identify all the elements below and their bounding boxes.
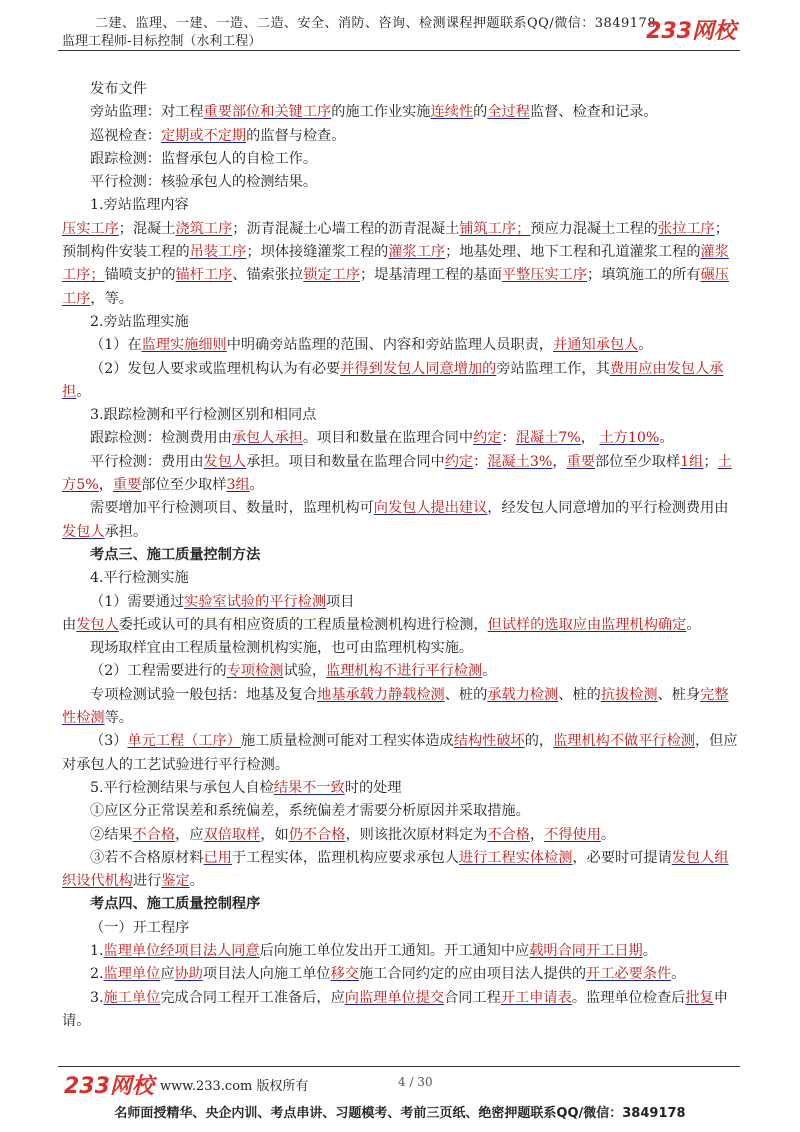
- text-run: 委托或认可的具有相应资质的工程质量检测机构进行检测，: [118, 616, 488, 633]
- text-run: ，应: [175, 826, 204, 843]
- highlighted-text: 专项检测: [226, 663, 284, 680]
- paragraph: [62, 893, 738, 916]
- highlighted-text: 抗拔检测: [600, 686, 658, 703]
- text-run: 的施工作业实施: [331, 104, 431, 121]
- highlighted-text: 吊装工序: [189, 244, 247, 261]
- highlighted-text: 单元工程（工序）: [127, 733, 241, 750]
- highlighted-text: 锁定工序: [303, 267, 361, 284]
- document-subtitle: 监理工程师-目标控制（水利工程）: [62, 34, 262, 49]
- text-run: ，经发包人同意增加的平行检测费用由: [487, 500, 729, 517]
- text-run: 、桩身: [657, 686, 701, 703]
- text-run: ，但应对承包人的工艺试验进行平行检测。: [62, 733, 738, 773]
- highlighted-text: 进行工程实体检测: [458, 849, 573, 866]
- text-run: 考点三、施工质量控制方法: [90, 546, 261, 563]
- text-run: ；填筑施工的所有: [587, 267, 701, 284]
- highlighted-text: 结果不一致: [273, 779, 345, 796]
- text-run: 进行: [132, 873, 162, 890]
- text-run: （一）开工程序: [90, 919, 190, 936]
- text-run: （2）工程需要进行的: [90, 663, 227, 680]
- paragraph: [62, 847, 738, 894]
- text-run: ；混凝土: [118, 220, 176, 237]
- paragraph: [62, 101, 738, 124]
- highlighted-text: 土方5%: [62, 453, 732, 494]
- text-run: ；堤基清理工程的基面: [360, 267, 502, 284]
- highlighted-text: 重要: [566, 453, 595, 470]
- text-run: ，: [580, 430, 600, 447]
- text-run: 。项目和数量在监理合同中: [302, 430, 474, 447]
- text-run: （3）: [90, 733, 128, 750]
- text-run: ；沥青混凝土心墙工程的沥青混凝土: [232, 220, 460, 237]
- highlighted-text: 混凝土7%: [515, 430, 581, 447]
- text-run: 。: [638, 337, 653, 354]
- text-run: 项目法人向施工单位: [202, 966, 331, 983]
- text-run: 后向施工单位发出开工通知。开工通知中应: [259, 942, 530, 959]
- text-run: 巡视检查：: [90, 127, 161, 144]
- text-run: ；地基处理、地下工程和孔道灌浆工程的: [445, 244, 701, 261]
- paragraph: [62, 940, 738, 963]
- text-run: ，等。: [90, 290, 133, 307]
- text-run: 3.: [90, 989, 104, 1006]
- highlighted-text: 约定: [473, 430, 502, 447]
- text-run: 应: [160, 966, 175, 983]
- paragraph: [62, 125, 738, 148]
- text-run: 的: [473, 104, 488, 121]
- text-run: ，如: [260, 826, 289, 843]
- text-run: 。: [189, 873, 204, 890]
- highlighted-text: 监理单位: [103, 966, 161, 983]
- paragraph: [62, 824, 738, 847]
- highlighted-text: 向监理单位提交: [344, 989, 445, 1006]
- paragraph: [62, 404, 738, 427]
- text-run: 平行检测：核验承包人的检测结果。: [90, 174, 318, 191]
- paragraph: [62, 800, 738, 823]
- text-run: 。: [659, 430, 674, 447]
- highlighted-text: 约定: [444, 453, 474, 470]
- text-run: 旁站监理工作，其: [496, 360, 610, 377]
- document-body: [62, 78, 738, 1033]
- text-run: 2.: [90, 966, 104, 983]
- highlighted-text: 连续性: [430, 104, 474, 121]
- footer-logo: 233网校: [64, 1074, 154, 1099]
- paragraph: [62, 637, 738, 660]
- paragraph: [62, 427, 738, 450]
- text-run: 部位至少取样: [595, 453, 681, 470]
- text-run: 时的处理: [344, 779, 402, 796]
- highlighted-text: 并得到发包人同意增加的: [340, 360, 497, 377]
- highlighted-text: 开工申请表: [500, 989, 572, 1006]
- text-run: 项目: [326, 593, 355, 610]
- text-run: 合同工程: [444, 989, 501, 1006]
- text-run: 的，: [524, 733, 554, 750]
- text-run: 专项检测试验一般包括：地基及复合: [90, 686, 318, 703]
- text-run: ③若不合格原材料: [90, 849, 204, 866]
- text-run: ，必要时可提请: [572, 849, 672, 866]
- text-run: 4.平行检测实施: [90, 570, 189, 587]
- paragraph: [62, 218, 738, 311]
- text-run: 发布文件: [90, 81, 147, 97]
- text-run: 。: [76, 383, 91, 400]
- highlighted-text: 监理机构不进行平行检测: [326, 663, 483, 680]
- text-run: ，: [98, 477, 113, 494]
- highlighted-text: 碾压工序: [62, 267, 729, 307]
- highlighted-text: 载明合同开工日期: [529, 942, 643, 959]
- text-run: 施工质量检测可能对工程实体造成: [240, 733, 454, 750]
- highlighted-text: 张拉工序: [657, 220, 715, 237]
- text-run: ，: [529, 826, 545, 843]
- header-divider: [58, 50, 740, 51]
- text-run: 锚喷支护的: [104, 267, 176, 284]
- header-promo: 二建、监理、一建、一造、二造、安全、消防、咨询、检测课程押题联系QQ/微信：3849178: [95, 16, 657, 31]
- text-run: 的监督与检查。: [246, 127, 346, 144]
- text-run: ，则该批次原材料定为: [345, 826, 488, 843]
- paragraph: [62, 963, 738, 986]
- highlighted-text: 地基承载力静载检测: [317, 686, 445, 703]
- paragraph: [62, 194, 738, 217]
- text-run: 1.: [90, 942, 104, 959]
- paragraph: [62, 987, 738, 1034]
- highlighted-text: 仍不合格: [288, 826, 346, 843]
- text-run: 申请。: [62, 989, 728, 1029]
- highlighted-text: 重要: [112, 477, 142, 494]
- highlighted-text: 发包人组织设代机构: [62, 849, 729, 890]
- highlighted-text: 协助: [174, 966, 203, 983]
- highlighted-text: 开工必要条件: [586, 966, 672, 983]
- highlighted-text: 结构性破坏: [453, 733, 525, 750]
- text-run: 、桩的: [444, 686, 488, 703]
- footer-copyright: www.233.com 版权所有: [160, 1079, 309, 1094]
- text-run: 完成合同工程开工准备后，应: [160, 989, 345, 1006]
- text-run: 。: [600, 826, 616, 843]
- page-number: 4 / 30: [398, 1075, 433, 1089]
- highlighted-text: 费用应由发包人承担: [62, 360, 724, 400]
- text-run: 承担。项目和数量在监理合同中: [246, 453, 445, 470]
- text-run: 预应力混凝土工程的: [530, 220, 658, 237]
- highlighted-text: 发包人: [76, 616, 119, 633]
- highlighted-text: 3组: [226, 477, 250, 494]
- highlighted-text: 鉴定: [161, 873, 190, 890]
- highlighted-text: 平整压实工序: [501, 267, 588, 284]
- highlighted-text: 土方10%: [599, 430, 660, 447]
- text-run: 现场取样宜由工程质量检测机构实施，也可由监理机构实施。: [90, 640, 474, 657]
- highlighted-text: 实验室试验的平行检测: [184, 593, 327, 610]
- text-run: ：: [501, 430, 516, 447]
- text-run: ：: [473, 453, 488, 470]
- text-run: 、桩的: [558, 686, 601, 703]
- text-run: 跟踪检测：监督承包人的自检工作。: [90, 150, 318, 167]
- text-run: 于工程实体，监理机构应要求承包人: [231, 849, 459, 866]
- paragraph: [62, 171, 738, 194]
- text-run: 中明确旁站监理的范围、内容和旁站监理人员职责，: [226, 337, 554, 354]
- highlighted-text: 已用: [203, 849, 232, 866]
- highlighted-text: 压实工序: [62, 220, 119, 237]
- text-run: 1.旁站监理内容: [90, 197, 189, 214]
- text-run: 。: [642, 942, 657, 959]
- text-run: 需要增加平行检测项目、数量时，监理机构可: [90, 500, 374, 517]
- highlighted-text: 监理机构不做平行检测: [553, 733, 695, 750]
- paragraph: [62, 78, 738, 101]
- text-run: （1）在: [90, 337, 142, 354]
- text-run: 等。: [104, 710, 133, 727]
- brand-logo: 233网校: [646, 19, 736, 44]
- text-run: 跟踪检测：检测费用由: [90, 430, 232, 447]
- text-run: 、锚索张拉: [232, 267, 304, 284]
- highlighted-text: 承包人承担: [231, 430, 303, 447]
- paragraph: [62, 614, 738, 637]
- text-run: 3.跟踪检测和平行检测区别和相同点: [90, 407, 317, 424]
- text-run: ；坝体接缝灌浆工程的: [246, 244, 389, 261]
- text-run: （1）需要通过: [90, 593, 185, 610]
- text-run: 。: [482, 663, 497, 680]
- text-run: 监督、检查和记录。: [529, 104, 658, 121]
- highlighted-text: 混凝土3%: [487, 453, 553, 470]
- text-run: ；: [703, 453, 718, 470]
- highlighted-text: 并通知承包人: [553, 337, 639, 354]
- text-run: 旁站监理：对工程: [90, 104, 204, 121]
- text-run: 承担。: [104, 523, 148, 540]
- highlighted-text: 发包人: [62, 523, 105, 540]
- highlighted-text: 灌浆工序: [388, 244, 446, 261]
- highlighted-text: 承载力检测: [487, 686, 559, 703]
- paragraph: [62, 567, 738, 590]
- highlighted-text: 但试样的选取应由监理机构确定: [487, 616, 687, 633]
- paragraph: [62, 358, 738, 405]
- highlighted-text: 监理实施细则: [141, 337, 227, 354]
- highlighted-text: 重要部位和关键工序: [203, 104, 332, 121]
- paragraph: [62, 497, 738, 544]
- paragraph: [62, 451, 738, 498]
- text-run: 试验，: [283, 663, 327, 680]
- highlighted-text: 锚杆工序: [175, 267, 233, 284]
- highlighted-text: 完整性检测: [62, 686, 729, 727]
- text-run: （2）发包人要求或监理机构认为有必要: [90, 360, 341, 377]
- highlighted-text: 向发包人提出建议: [373, 500, 488, 517]
- highlighted-text: 移交: [330, 966, 359, 983]
- text-run: ；预制构件安装工程的: [62, 220, 729, 261]
- highlighted-text: 施工单位: [103, 989, 161, 1006]
- paragraph: [62, 660, 738, 683]
- footer-divider: [58, 1066, 740, 1067]
- text-run: 2.旁站监理实施: [90, 313, 189, 330]
- text-run: 部位至少取样: [141, 477, 227, 494]
- text-run: 5.平行检测结果与承包人自检: [90, 779, 274, 796]
- paragraph: [62, 334, 738, 357]
- text-run: 考点四、施工质量控制程序: [90, 896, 261, 913]
- highlighted-text: 不合格: [132, 826, 176, 843]
- text-run: ①应区分正常误差和系统偏差，系统偏差才需要分析原因并采取措施。: [90, 803, 530, 820]
- paragraph: [62, 730, 738, 777]
- highlighted-text: 灌浆工序；: [62, 244, 729, 284]
- highlighted-text: 铺筑工序；: [459, 220, 531, 237]
- text-run: 。: [671, 966, 686, 983]
- highlighted-text: 不得使用: [544, 826, 601, 843]
- paragraph: [62, 684, 738, 731]
- highlighted-text: 监理单位经项目法人同意: [103, 942, 260, 959]
- text-run: ②结果: [90, 826, 133, 843]
- text-run: 。: [686, 616, 701, 633]
- paragraph: [62, 591, 738, 614]
- text-run: 由: [62, 616, 77, 633]
- highlighted-text: 批复: [685, 989, 714, 1006]
- text-run: 施工合同约定的应由项目法人提供的: [359, 966, 587, 983]
- text-run: 。监理单位检查后: [571, 989, 686, 1006]
- highlighted-text: 不合格: [487, 826, 530, 843]
- paragraph: [62, 777, 738, 800]
- paragraph: [62, 917, 738, 940]
- highlighted-text: 全过程: [487, 104, 530, 121]
- text-run: ，: [552, 453, 567, 470]
- highlighted-text: 双倍取样: [203, 826, 261, 843]
- text-run: 。: [249, 477, 264, 494]
- highlighted-text: 定期或不定期: [160, 127, 247, 144]
- footer-promo: 名师面授精华、央企内训、考点串讲、习题模考、考前三页纸、绝密押题联系QQ/微信：3849178: [114, 1106, 686, 1121]
- paragraph: [62, 148, 738, 171]
- paragraph: [62, 544, 738, 567]
- highlighted-text: 浇筑工序: [175, 220, 233, 237]
- highlighted-text: 发包人: [203, 453, 247, 470]
- highlighted-text: 1组: [680, 453, 704, 470]
- text-run: 平行检测：费用由: [90, 453, 204, 470]
- paragraph: [62, 311, 738, 334]
